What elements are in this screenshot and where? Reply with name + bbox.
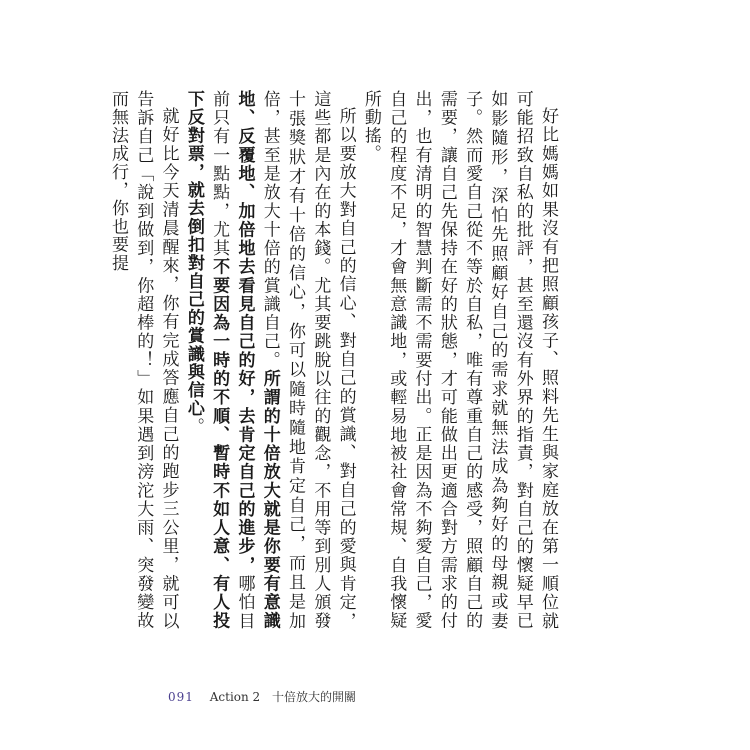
paragraph bbox=[105, 90, 181, 630]
body-text bbox=[107, 90, 560, 631]
body-text-segment: 所以要放大對自己的信心、對自己的賞識、對自己的愛與肯定，這些都是內在的本錢。尤其要跳脫以往的觀念，不用等到別人頒發十張獎狀才有十倍的信心，你可以隨時隨地肯定自己，而且是加倍，甚至是放大十倍的賞識自己。 bbox=[259, 90, 356, 630]
page-number: 091 bbox=[168, 690, 194, 704]
page-footer bbox=[168, 688, 356, 705]
chapter-title: 十倍放大的開關 bbox=[272, 690, 357, 704]
body-text-segment: 。 bbox=[183, 417, 204, 436]
bold-text: 所謂的十倍放大就是你要有意識地、反覆地、加倍地去看見自己的好，去肯定自己的進步， bbox=[234, 90, 280, 630]
paragraph bbox=[358, 90, 560, 630]
action-label: Action 2 bbox=[209, 690, 261, 704]
body-text-segment: 好比媽媽如果沒有把照顧孩子、照料先生與家庭放在第一順位就可能招致自私的批評，甚至還沒有外界的指責，對自己的懷疑早已如影隨形，深怕先照顧好自己的需求就無法成為夠好的母親或妻子。然而愛自己從不等於自私，唯有尊重自己的感受，照顧自己的需要，讓自己先保持在好的狀態，才可能做出更適合對方需求的付出，也有清明的智慧判斷需不需要付出。正是因為不夠愛自己，愛自己的程度不足，才會無意識地，或輕易地被社會常規、自我懷疑所動搖。 bbox=[360, 90, 558, 630]
body-text-segment: 就好比今天清晨醒來，你有完成答應自己的跑步三公里，就可以告訴自己「說到做到，你超棒的！」如果遇到滂沱大雨、突發變故而無法成行，你也要提 bbox=[107, 90, 179, 630]
paragraph bbox=[181, 90, 358, 630]
bold-text: 不要因為一時的不順、暫時不如人意、有人投下反對票，就去倒扣對自己的賞識與信心 bbox=[183, 90, 230, 630]
body-text-segment: 哪怕目前只有一點點，尤其 bbox=[209, 90, 255, 631]
